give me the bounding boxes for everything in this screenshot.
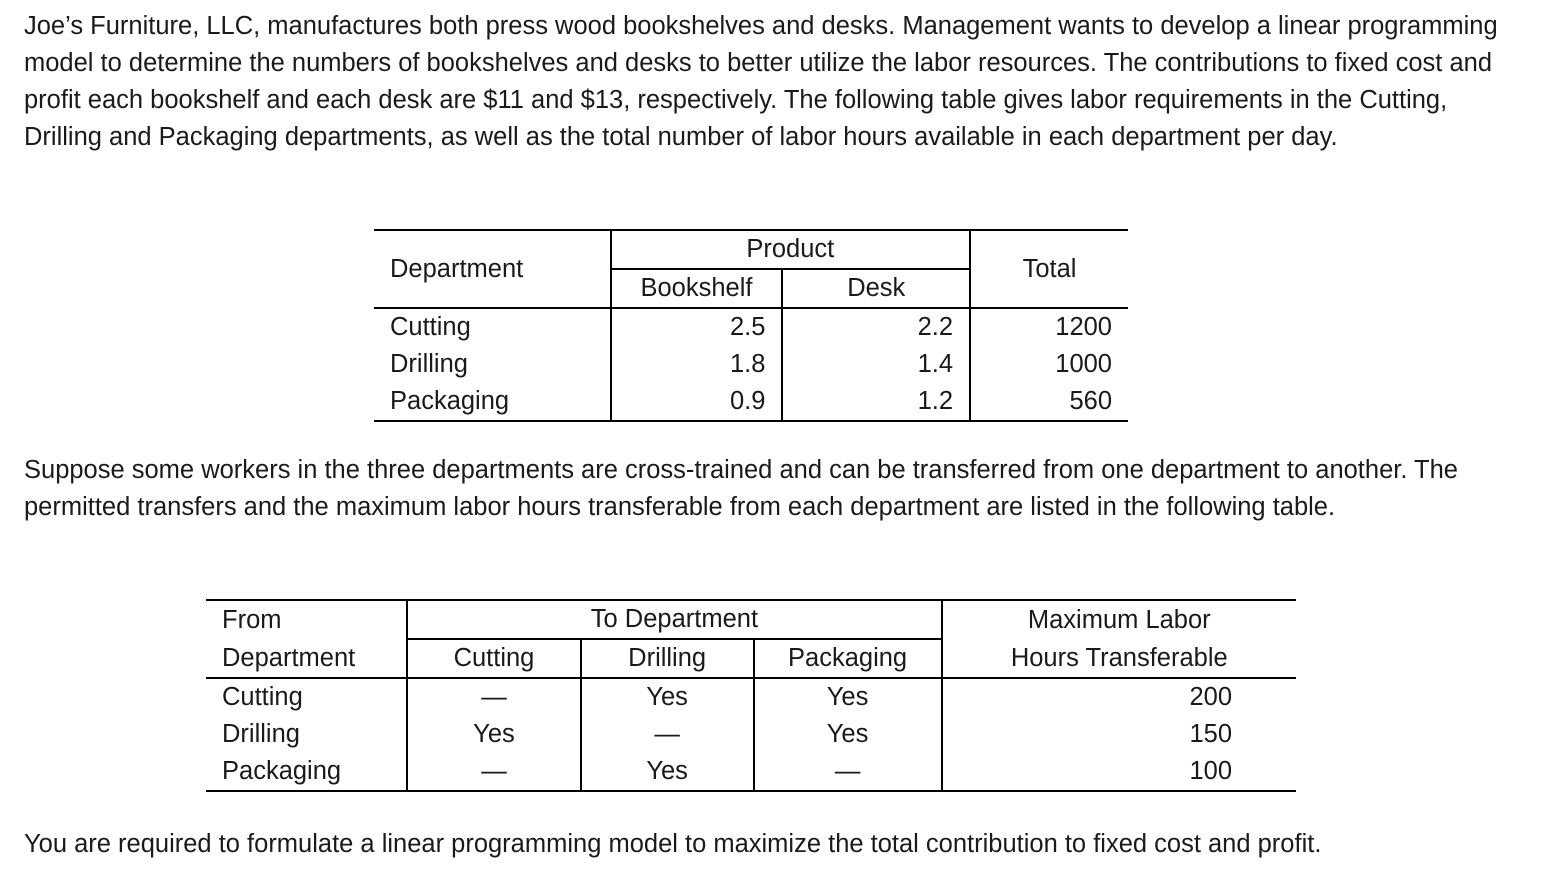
to-drilling: Yes xyxy=(581,753,754,791)
table-header-row xyxy=(206,600,1296,639)
row-from: Packaging xyxy=(222,757,342,785)
table-row xyxy=(206,678,1296,716)
header-drilling: Drilling xyxy=(581,639,754,678)
transfer-paragraph: Suppose some workers in the three departments are cross-trained and can be transferred from one department to another. The permitted transfers and the maximum labor hours transferable from each department are listed in the following table. xyxy=(24,456,1458,521)
header-max-line2: Hours Transferable xyxy=(942,639,1296,678)
header-packaging: Packaging xyxy=(754,639,942,678)
row-from: Cutting xyxy=(222,683,303,711)
to-drilling: — xyxy=(581,716,754,753)
header-bookshelf: Bookshelf xyxy=(611,269,783,308)
total-hours: 1000 xyxy=(970,346,1128,383)
table-header-row xyxy=(374,230,1128,269)
bookshelf-hours: 0.9 xyxy=(611,383,783,421)
transfer-table xyxy=(206,599,1296,792)
header-from-line1: From xyxy=(222,605,282,634)
to-packaging: Yes xyxy=(754,678,942,716)
header-to-department: To Department xyxy=(407,600,941,639)
total-hours: 560 xyxy=(970,383,1128,421)
header-max-line1: Maximum Labor xyxy=(942,600,1296,639)
to-packaging: — xyxy=(754,753,942,791)
desk-hours: 2.2 xyxy=(782,308,970,346)
to-cutting: Yes xyxy=(407,716,580,753)
table-row xyxy=(374,308,1128,346)
header-from-line2: Department xyxy=(206,639,407,678)
table-header-row xyxy=(206,639,1296,678)
to-cutting: — xyxy=(407,753,580,791)
header-department: Department xyxy=(374,230,611,308)
max-hours: 150 xyxy=(942,716,1296,753)
max-hours: 200 xyxy=(942,678,1296,716)
to-cutting: — xyxy=(407,678,580,716)
desk-hours: 1.2 xyxy=(782,383,970,421)
header-total: Total xyxy=(970,230,1128,308)
total-hours: 1200 xyxy=(970,308,1128,346)
header-cutting: Cutting xyxy=(407,639,580,678)
header-product: Product xyxy=(611,230,971,269)
to-drilling: Yes xyxy=(581,678,754,716)
desk-hours: 1.4 xyxy=(782,346,970,383)
bookshelf-hours: 2.5 xyxy=(611,308,783,346)
closing-paragraph: You are required to formulate a linear programming model to maximize the total contribution to fixed cost and profit. xyxy=(24,830,1322,858)
row-department: Cutting xyxy=(390,313,471,341)
row-from: Drilling xyxy=(222,720,300,748)
labor-requirements-table xyxy=(374,229,1128,422)
to-packaging: Yes xyxy=(754,716,942,753)
row-department: Packaging xyxy=(390,387,510,415)
intro-paragraph: Joe’s Furniture, LLC, manufactures both press wood bookshelves and desks. Management wants to develop a linear programming model to determine the numbers of bookshelves and desks to better utilize the labor resources. The contributions to fixed cost and profit each bookshelf and each desk are $11 and $13, respectively. The following table gives labor requirements in the Cutting, Drilling and Packaging departments, as well as the total number of labor hours available in each department per day. xyxy=(24,12,1498,151)
table-row xyxy=(206,716,1296,753)
table-row xyxy=(206,753,1296,791)
max-hours: 100 xyxy=(942,753,1296,791)
table-row xyxy=(374,346,1128,383)
header-desk: Desk xyxy=(782,269,970,308)
row-department: Drilling xyxy=(390,350,468,378)
table-row xyxy=(374,383,1128,421)
bookshelf-hours: 1.8 xyxy=(611,346,783,383)
